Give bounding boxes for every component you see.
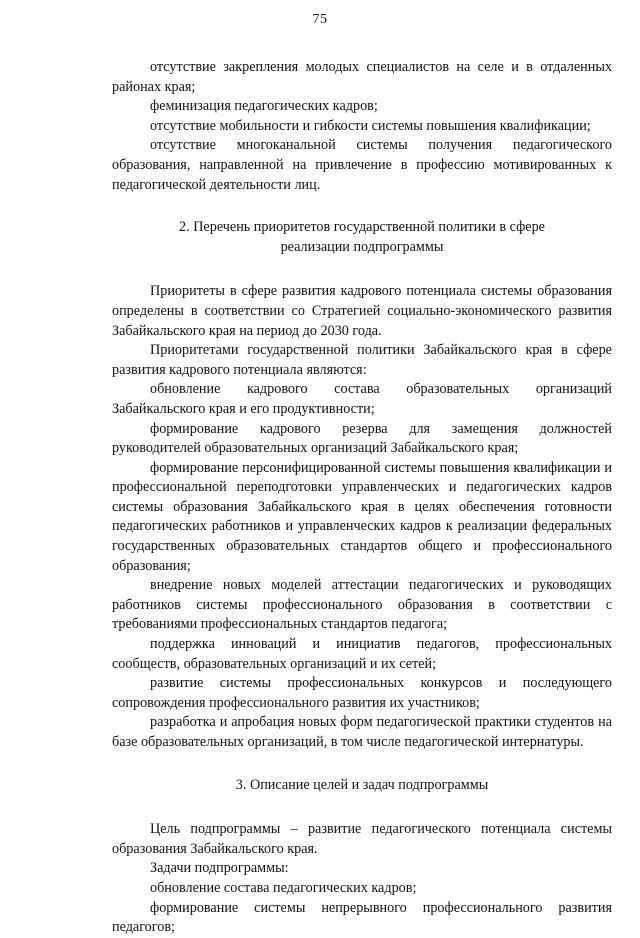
section-3-heading: 3. Описание целей и задач подпрограммы	[235, 776, 489, 793]
paragraph: феминизация педагогических кадров;	[150, 98, 378, 115]
paragraph: Приоритеты в сфере развития кадрового потенциала системы образования определены в соответствии со Стратегией социально-экономического развития Забайкальского края на период до 2030 года.	[112, 283, 612, 339]
paragraph: формирование системы непрерывного профессионального развития педагогов;	[112, 899, 612, 936]
paragraph: отсутствие мобильности и гибкости системы повышения квалификации;	[150, 117, 591, 134]
paragraph: Цель подпрограммы – развитие педагогического потенциала системы образования Забайкальского края.	[112, 821, 612, 857]
paragraph: формирование персонифицированной системы повышения квалификации и профессиональной переподготовки управленческих и педагогических кадров системы образования Забайкальского края в целях обеспечения готовности педагогических работников и управленческих кадров к реализации федеральных государственных образовательных стандартов общего и профессионального образования;	[112, 459, 612, 574]
document-body	[112, 58, 612, 938]
paragraph: Задачи подпрограммы:	[150, 860, 289, 877]
section-2-heading-line2: реализации подпрограммы	[280, 238, 444, 255]
paragraph: отсутствие закрепления молодых специалистов на селе и в отдаленных районах края;	[112, 59, 612, 95]
paragraph: поддержка инноваций и инициатив педагогов, профессиональных сообществ, образовательных организаций и их сетей;	[112, 636, 612, 672]
section-2-heading-line1: 2. Перечень приоритетов государственной политики в сфере	[179, 219, 545, 236]
paragraph: развитие системы профессиональных конкурсов и последующего сопровождения профессионального развития их участников;	[112, 675, 612, 711]
paragraph: обновление кадрового состава образовательных организаций Забайкальского края и его продуктивности;	[112, 381, 612, 417]
paragraph: Приоритетами государственной политики Забайкальского края в сфере развития кадрового потенциала являются:	[112, 342, 612, 378]
paragraph: разработка и апробация новых форм педагогической практики студентов на базе образовательных организаций, в том числе педагогической интернатуры.	[112, 714, 612, 750]
paragraph: отсутствие многоканальной системы получения педагогического образования, направленной на привлечение в профессию мотивированных к педагогической деятельности лиц.	[112, 137, 612, 193]
page-number: 75	[312, 12, 328, 27]
paragraph: формирование кадрового резерва для замещения должностей руководителей образовательных организаций Забайкальского края;	[112, 420, 612, 457]
paragraph: внедрение новых моделей аттестации педагогических и руководящих работников системы профессионального образования в соответствии с требованиями профессиональных стандартов педагога;	[112, 577, 612, 633]
paragraph: обновление состава педагогических кадров;	[150, 879, 417, 896]
